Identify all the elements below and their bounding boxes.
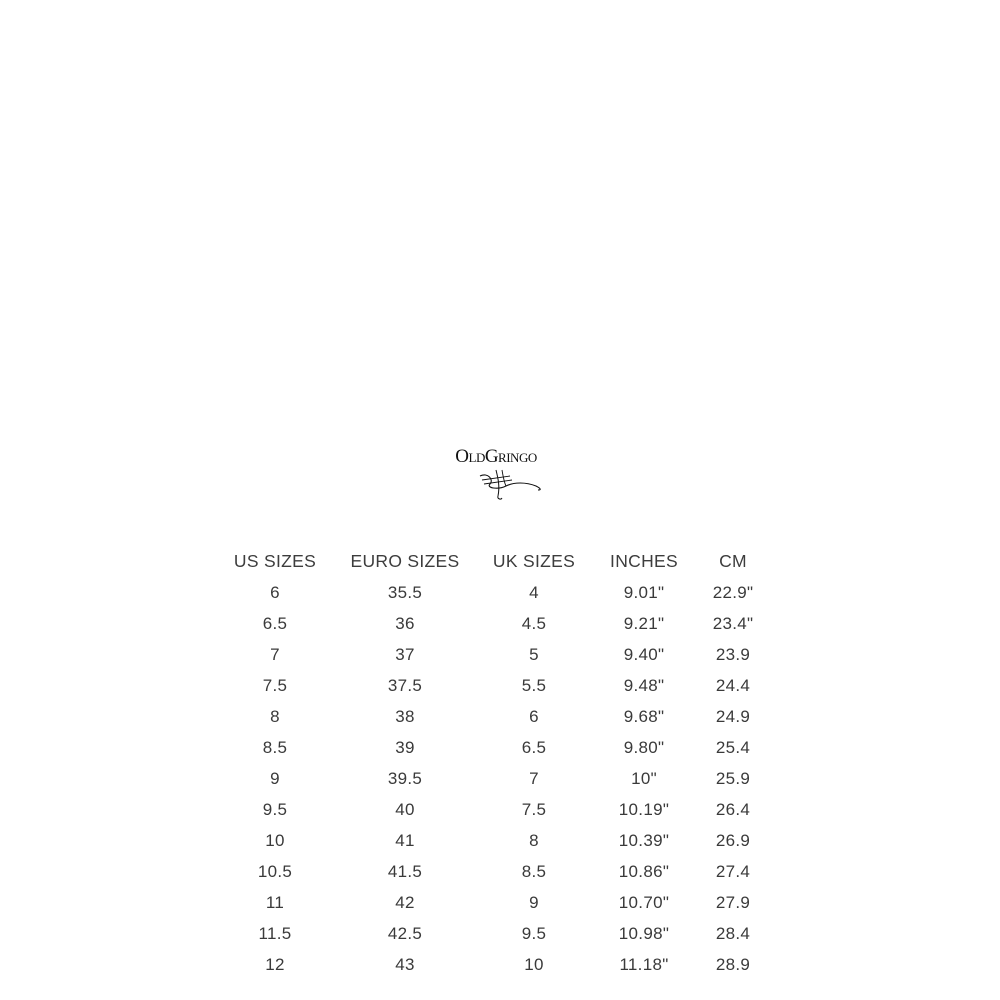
table-body bbox=[210, 577, 790, 980]
cell-us-size: 8 bbox=[270, 707, 280, 726]
cell-us-size: 8.5 bbox=[262, 738, 288, 757]
cell-inches: 10.39" bbox=[618, 831, 670, 850]
cell-inches: 10.70" bbox=[618, 893, 670, 912]
table-row bbox=[210, 825, 790, 856]
cell-us-size: 7.5 bbox=[262, 676, 288, 695]
cell-euro-size: 41.5 bbox=[387, 862, 423, 881]
cell-cm: 28.9 bbox=[715, 955, 751, 974]
cell-cm: 24.4 bbox=[715, 676, 751, 695]
cell-uk-size: 6.5 bbox=[521, 738, 547, 757]
cell-euro-size: 35.5 bbox=[387, 583, 423, 602]
cell-inches: 9.80" bbox=[623, 738, 665, 757]
size-chart-table bbox=[210, 546, 790, 980]
logo-flourish-icon bbox=[440, 446, 552, 504]
table-row bbox=[210, 856, 790, 887]
cell-euro-size: 39 bbox=[395, 738, 415, 757]
cell-us-size: 6 bbox=[270, 583, 280, 602]
cell-uk-size: 4 bbox=[529, 583, 539, 602]
cell-cm: 25.9 bbox=[715, 769, 751, 788]
cell-inches: 10.98" bbox=[618, 924, 670, 943]
cell-cm: 24.9 bbox=[715, 707, 751, 726]
cell-us-size: 6.5 bbox=[262, 614, 288, 633]
table-header-row bbox=[210, 546, 790, 577]
table-row bbox=[210, 608, 790, 639]
table-row bbox=[210, 887, 790, 918]
cell-cm: 25.4 bbox=[715, 738, 751, 757]
header-inches: INCHES bbox=[610, 551, 678, 571]
cell-cm: 23.9 bbox=[715, 645, 751, 664]
header-cm: CM bbox=[719, 551, 747, 571]
cell-cm: 27.9 bbox=[715, 893, 751, 912]
cell-euro-size: 42.5 bbox=[387, 924, 423, 943]
cell-uk-size: 9 bbox=[529, 893, 539, 912]
table-row bbox=[210, 639, 790, 670]
cell-us-size: 7 bbox=[270, 645, 280, 664]
cell-uk-size: 7.5 bbox=[521, 800, 547, 819]
table-row bbox=[210, 732, 790, 763]
brand-logo bbox=[440, 446, 552, 504]
cell-us-size: 9 bbox=[270, 769, 280, 788]
cell-inches: 11.18" bbox=[619, 955, 669, 974]
cell-cm: 27.4 bbox=[715, 862, 751, 881]
cell-inches: 9.40" bbox=[623, 645, 665, 664]
header-us-sizes: US SIZES bbox=[233, 551, 317, 571]
cell-euro-size: 42 bbox=[395, 893, 415, 912]
table-row bbox=[210, 763, 790, 794]
cell-euro-size: 37 bbox=[395, 645, 415, 664]
table-row bbox=[210, 949, 790, 980]
cell-uk-size: 8.5 bbox=[521, 862, 547, 881]
table-row bbox=[210, 918, 790, 949]
cell-uk-size: 6 bbox=[529, 707, 539, 726]
cell-euro-size: 40 bbox=[395, 800, 415, 819]
cell-inches: 10" bbox=[631, 769, 657, 788]
cell-us-size: 10.5 bbox=[257, 862, 293, 881]
cell-us-size: 9.5 bbox=[262, 800, 288, 819]
cell-uk-size: 10 bbox=[524, 955, 544, 974]
table-row bbox=[210, 701, 790, 732]
cell-uk-size: 7 bbox=[529, 769, 539, 788]
cell-inches: 10.19" bbox=[618, 800, 670, 819]
cell-us-size: 11 bbox=[265, 893, 285, 912]
cell-us-size: 10 bbox=[265, 831, 285, 850]
cell-euro-size: 41 bbox=[395, 831, 415, 850]
cell-cm: 28.4 bbox=[715, 924, 751, 943]
header-uk-sizes: UK SIZES bbox=[492, 551, 576, 571]
table-row bbox=[210, 794, 790, 825]
cell-us-size: 11.5 bbox=[258, 924, 292, 943]
cell-uk-size: 5.5 bbox=[521, 676, 547, 695]
cell-cm: 22.9" bbox=[712, 583, 754, 602]
cell-uk-size: 4.5 bbox=[521, 614, 547, 633]
cell-euro-size: 37.5 bbox=[387, 676, 423, 695]
cell-euro-size: 36 bbox=[395, 614, 415, 633]
table-row bbox=[210, 577, 790, 608]
cell-inches: 9.68" bbox=[623, 707, 665, 726]
cell-inches: 10.86" bbox=[618, 862, 670, 881]
brand-logo-text: OldGringo bbox=[455, 446, 537, 467]
cell-inches: 9.48" bbox=[623, 676, 665, 695]
table-row bbox=[210, 670, 790, 701]
cell-inches: 9.21" bbox=[623, 614, 665, 633]
cell-euro-size: 43 bbox=[395, 955, 415, 974]
cell-cm: 23.4" bbox=[712, 614, 754, 633]
cell-uk-size: 8 bbox=[529, 831, 539, 850]
cell-euro-size: 38 bbox=[395, 707, 415, 726]
cell-euro-size: 39.5 bbox=[387, 769, 423, 788]
cell-us-size: 12 bbox=[265, 955, 285, 974]
cell-uk-size: 9.5 bbox=[521, 924, 547, 943]
header-euro-sizes: EURO SIZES bbox=[350, 551, 460, 571]
cell-cm: 26.4 bbox=[715, 800, 751, 819]
cell-inches: 9.01" bbox=[623, 583, 665, 602]
cell-cm: 26.9 bbox=[715, 831, 751, 850]
cell-uk-size: 5 bbox=[529, 645, 539, 664]
